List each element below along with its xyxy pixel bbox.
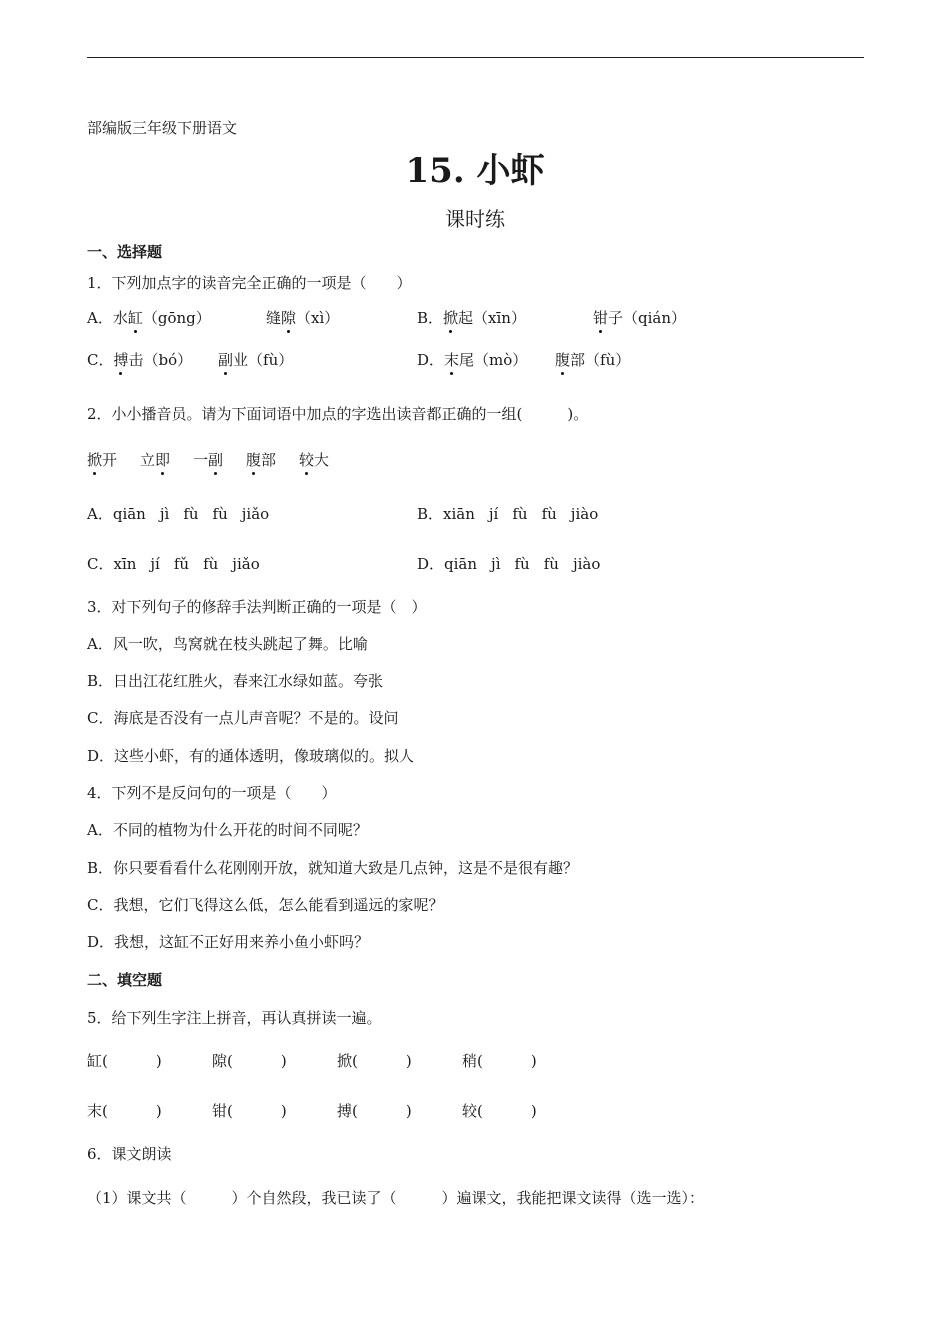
- paren-close: ): [280, 1102, 287, 1120]
- paren-close: ): [405, 1102, 412, 1120]
- option-label: D．: [417, 555, 445, 573]
- pinyin: fù: [514, 555, 530, 573]
- pinyin: fù: [212, 505, 228, 523]
- q2-option-a: [87, 504, 283, 524]
- q1-option-b-word2: [593, 308, 686, 328]
- dotted-char: 缸: [127, 309, 143, 327]
- pinyin: jí: [150, 555, 160, 573]
- dotted-char: 钳: [593, 309, 609, 327]
- option-label: D．: [417, 351, 445, 369]
- q2-word: [299, 450, 329, 470]
- pinyin: jì: [491, 555, 501, 573]
- q3-option-a: A．风一吹，鸟窝就在枝头跳起了舞。比喻: [87, 635, 368, 653]
- q2-word: [140, 450, 170, 470]
- q1-stem: 1．下列加点字的读音完全正确的一项是（ ）: [87, 274, 412, 292]
- dotted-char: 末: [444, 351, 460, 369]
- char-label: 末(: [87, 1102, 108, 1120]
- q4-option-c: C．我想，它们飞得这么低，怎么能看到遥远的家呢？: [87, 896, 444, 914]
- paren-close: ): [155, 1102, 162, 1120]
- pinyin: qiān: [444, 555, 478, 573]
- q1-option-a: [87, 308, 211, 328]
- dotted-char: 腹: [246, 451, 262, 469]
- q5-stem: 5．给下列生字注上拼音，再认真拼读一遍。: [87, 1009, 382, 1027]
- pinyin-blank: [462, 1051, 587, 1071]
- paren-close: ): [155, 1052, 162, 1070]
- header-rule: [87, 57, 864, 58]
- pinyin: fù: [543, 555, 559, 573]
- q5-row-1: [87, 1051, 587, 1071]
- char-label: 钳(: [212, 1102, 233, 1120]
- q1-option-d-word2: [555, 350, 630, 370]
- q6-sub1: （1）课文共（ ）个自然段，我已读了（ ）遍课文，我能把课文读得（选一选）：: [87, 1189, 705, 1207]
- q2-word: [246, 450, 276, 470]
- q1-option-c: [87, 350, 192, 370]
- char-label: 较(: [462, 1102, 483, 1120]
- pinyin-blank: [212, 1101, 337, 1121]
- section-heading-fill: 二、填空题: [87, 971, 163, 989]
- q1-option-d: [417, 350, 527, 370]
- pinyin: jí: [488, 505, 499, 523]
- pinyin: jì: [159, 505, 170, 523]
- option-label: A．: [87, 309, 113, 327]
- dotted-char: 副: [218, 351, 234, 369]
- pinyin: fù: [512, 505, 528, 523]
- option-label: B．: [417, 309, 444, 327]
- word-rest: 部（fù）: [570, 351, 631, 369]
- q2-option-c: [87, 554, 274, 574]
- char-label: 搏(: [337, 1102, 358, 1120]
- pinyin: qiān: [112, 505, 146, 523]
- option-label: A．: [87, 505, 113, 523]
- q3-option-b: B．日出江花红胜火，春来江水绿如蓝。夸张: [87, 672, 384, 690]
- pinyin-blank: [462, 1101, 587, 1121]
- pinyin: （xì）: [296, 309, 340, 327]
- word-char: 水: [112, 309, 128, 327]
- char-label: 掀(: [337, 1052, 358, 1070]
- q2-option-b: [417, 504, 612, 524]
- paren-close: ): [405, 1052, 412, 1070]
- pinyin-blank: [337, 1051, 462, 1071]
- q3-option-c: C．海底是否没有一点儿声音呢？不是的。设问: [87, 709, 399, 727]
- option-label: C．: [87, 555, 114, 573]
- word-rest: 一: [193, 451, 209, 469]
- pinyin: fù: [541, 505, 557, 523]
- word-rest: 子（qián）: [608, 309, 687, 327]
- pinyin: fù: [203, 555, 219, 573]
- pinyin-blank: [87, 1101, 212, 1121]
- pinyin-blank: [87, 1051, 212, 1071]
- word-rest: 击（bó）: [128, 351, 193, 369]
- dotted-char: 掀: [443, 309, 459, 327]
- word-rest: 开: [102, 451, 118, 469]
- pinyin: jiǎo: [241, 505, 270, 523]
- q4-option-d: D．我想，这缸不正好用来养小鱼小虾吗？: [87, 933, 370, 951]
- dotted-char: 隙: [281, 309, 297, 327]
- word-char: 缝: [266, 309, 282, 327]
- page-title: 15. 小虾: [405, 151, 545, 191]
- word-rest: 尾（mò）: [459, 351, 528, 369]
- q6-stem: 6．课文朗读: [87, 1145, 172, 1163]
- paren-close: ): [530, 1052, 537, 1070]
- q4-option-a: A．不同的植物为什么开花的时间不同呢？: [87, 821, 368, 839]
- pinyin: xīn: [113, 555, 137, 573]
- word-rest: 立: [140, 451, 156, 469]
- q1-option-a-word2: [266, 308, 339, 328]
- char-label: 稍(: [462, 1052, 483, 1070]
- q1-option-b: [417, 308, 526, 328]
- dotted-char: 搏: [113, 351, 129, 369]
- pinyin: jiào: [572, 555, 601, 573]
- option-label: C．: [87, 351, 114, 369]
- pinyin: jiǎo: [232, 555, 260, 573]
- q5-row-2: [87, 1101, 587, 1121]
- char-label: 缸(: [87, 1052, 108, 1070]
- q1-option-c-word2: [218, 350, 293, 370]
- option-label: B．: [417, 505, 444, 523]
- q4-stem: 4．下列不是反问句的一项是（ ）: [87, 784, 337, 802]
- word-rest: 起（xīn）: [458, 309, 526, 327]
- paren-close: ): [280, 1052, 287, 1070]
- q2-option-d: [417, 554, 614, 574]
- word-rest: 大: [314, 451, 330, 469]
- dotted-char: 掀: [87, 451, 103, 469]
- page-subtitle: 课时练: [445, 207, 505, 231]
- dotted-char: 副: [208, 451, 224, 469]
- pinyin: xiān: [443, 505, 475, 523]
- pinyin-blank: [337, 1101, 462, 1121]
- dotted-char: 较: [299, 451, 315, 469]
- q4-option-b: B．你只要看看什么花刚刚开放，就知道大致是几点钟，这是不是很有趣？: [87, 859, 579, 877]
- pinyin: fǔ: [173, 555, 190, 573]
- pinyin: jiào: [570, 505, 599, 523]
- word-rest: 业（fù）: [233, 351, 294, 369]
- dotted-char: 即: [155, 451, 171, 469]
- q2-stem: 2．小小播音员。请为下面词语中加点的字选出读音都正确的一组( )。: [87, 405, 589, 423]
- pinyin-blank: [212, 1051, 337, 1071]
- pinyin: fù: [183, 505, 199, 523]
- section-heading-choice: 一、选择题: [87, 243, 163, 261]
- pinyin: （gōng）: [142, 309, 211, 327]
- series-label: 部编版三年级下册语文: [87, 119, 238, 137]
- q3-option-d: D．这些小虾，有的通体透明，像玻璃似的。拟人: [87, 747, 415, 765]
- q2-word: [193, 450, 223, 470]
- word-rest: 部: [261, 451, 277, 469]
- q3-stem: 3．对下列句子的修辞手法判断正确的一项是（ ）: [87, 598, 427, 616]
- paren-close: ): [530, 1102, 537, 1120]
- char-label: 隙(: [212, 1052, 233, 1070]
- dotted-char: 腹: [555, 351, 571, 369]
- q2-word: [87, 450, 117, 470]
